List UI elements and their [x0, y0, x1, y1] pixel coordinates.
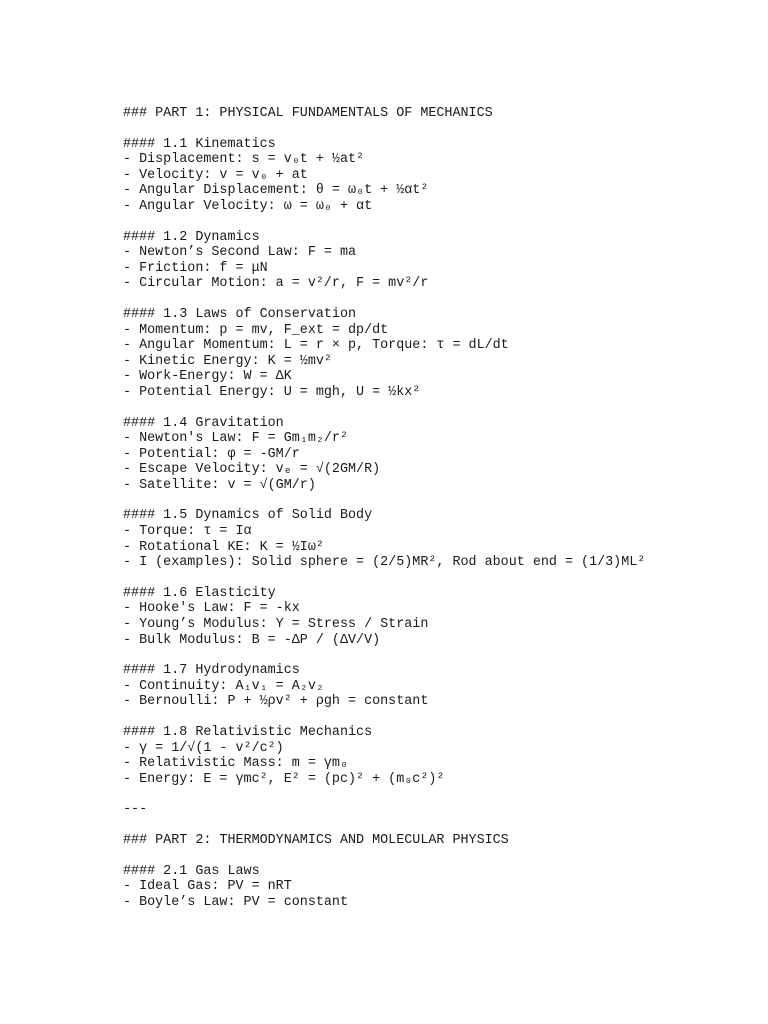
formula-line: - Circular Motion: a = v²/r, F = mv²/r: [123, 276, 429, 292]
formula-line: - I (examples): Solid sphere = (2/5)MR², Rod about end = (1/3)ML²: [123, 555, 646, 571]
section-heading: #### 1.5 Dynamics of Solid Body: [123, 508, 373, 524]
formula-line: - Kinetic Energy: K = ½mv²: [123, 353, 332, 369]
section-heading: #### 1.3 Laws of Conservation: [123, 306, 357, 322]
formula-line: - Newton's Law: F = Gm₁m₂/r²: [123, 431, 348, 447]
formula-line: - Hooke's Law: F = -kx: [123, 601, 300, 617]
formula-line: - Angular Velocity: ω = ω₀ + αt: [123, 198, 373, 214]
formula-line: - Angular Displacement: θ = ω₀t + ½αt²: [123, 183, 429, 199]
document-section: [123, 864, 760, 911]
document-section: [123, 725, 760, 787]
document-section: [123, 833, 760, 849]
formula-line: - Newton’s Second Law: F = ma: [123, 245, 357, 261]
formula-line: - Ideal Gas: PV = nRT: [123, 879, 292, 895]
formula-line: - Displacement: s = v₀t + ½at²: [123, 152, 365, 168]
section-heading: #### 1.7 Hydrodynamics: [123, 663, 300, 679]
section-heading: ---: [123, 802, 148, 818]
document-section: [123, 416, 760, 494]
section-heading: ### PART 2: THERMODYNAMICS AND MOLECULAR PHYSICS: [123, 832, 509, 848]
section-heading: ### PART 1: PHYSICAL FUNDAMENTALS OF MECHANICS: [123, 106, 493, 121]
formula-line: - Work-Energy: W = ΔK: [123, 369, 292, 385]
formula-line: - Young’s Modulus: Y = Stress / Strain: [123, 617, 429, 633]
formula-line: - Escape Velocity: vₑ = √(2GM/R): [123, 462, 381, 478]
section-heading: #### 1.1 Kinematics: [123, 136, 276, 152]
document-section: [123, 663, 760, 710]
document-section: [123, 586, 760, 648]
document-body: [123, 106, 760, 925]
section-heading: #### 1.4 Gravitation: [123, 415, 284, 431]
document-section: [123, 802, 760, 818]
section-heading: #### 1.2 Dynamics: [123, 229, 260, 245]
formula-line: - Bernoulli: P + ½ρv² + ρgh = constant: [123, 694, 429, 710]
formula-line: - Friction: f = μN: [123, 260, 268, 276]
formula-line: - Velocity: v = v₀ + at: [123, 167, 308, 183]
section-heading: #### 1.8 Relativistic Mechanics: [123, 725, 373, 740]
formula-line: - Continuity: A₁v₁ = A₂v₂: [123, 678, 324, 694]
formula-line: - Relativistic Mass: m = γm₀: [123, 756, 348, 772]
document-section: [123, 137, 760, 215]
formula-line: - Satellite: v = √(GM/r): [123, 477, 316, 493]
document-section: [123, 106, 760, 122]
formula-line: - Angular Momentum: L = r × p, Torque: τ = dL/dt: [123, 338, 509, 354]
formula-line: - Rotational KE: K = ½Iω²: [123, 539, 324, 555]
formula-line: - Bulk Modulus: B = -ΔP / (ΔV/V): [123, 632, 381, 648]
section-heading: #### 2.1 Gas Laws: [123, 863, 260, 879]
formula-line: - γ = 1/√(1 - v²/c²): [123, 740, 284, 756]
formula-line: - Potential Energy: U = mgh, U = ½kx²: [123, 384, 421, 400]
document-section: [123, 508, 760, 570]
formula-line: - Potential: φ = -GM/r: [123, 446, 300, 462]
formula-line: - Torque: τ = Iα: [123, 524, 252, 540]
formula-line: - Boyle’s Law: PV = constant: [123, 894, 348, 910]
document-section: [123, 307, 760, 401]
document-section: [123, 230, 760, 292]
section-heading: #### 1.6 Elasticity: [123, 585, 276, 601]
formula-line: - Momentum: p = mv, F_ext = dp/dt: [123, 322, 389, 338]
formula-line: - Energy: E = γmc², E² = (pc)² + (m₀c²)²: [123, 771, 445, 787]
